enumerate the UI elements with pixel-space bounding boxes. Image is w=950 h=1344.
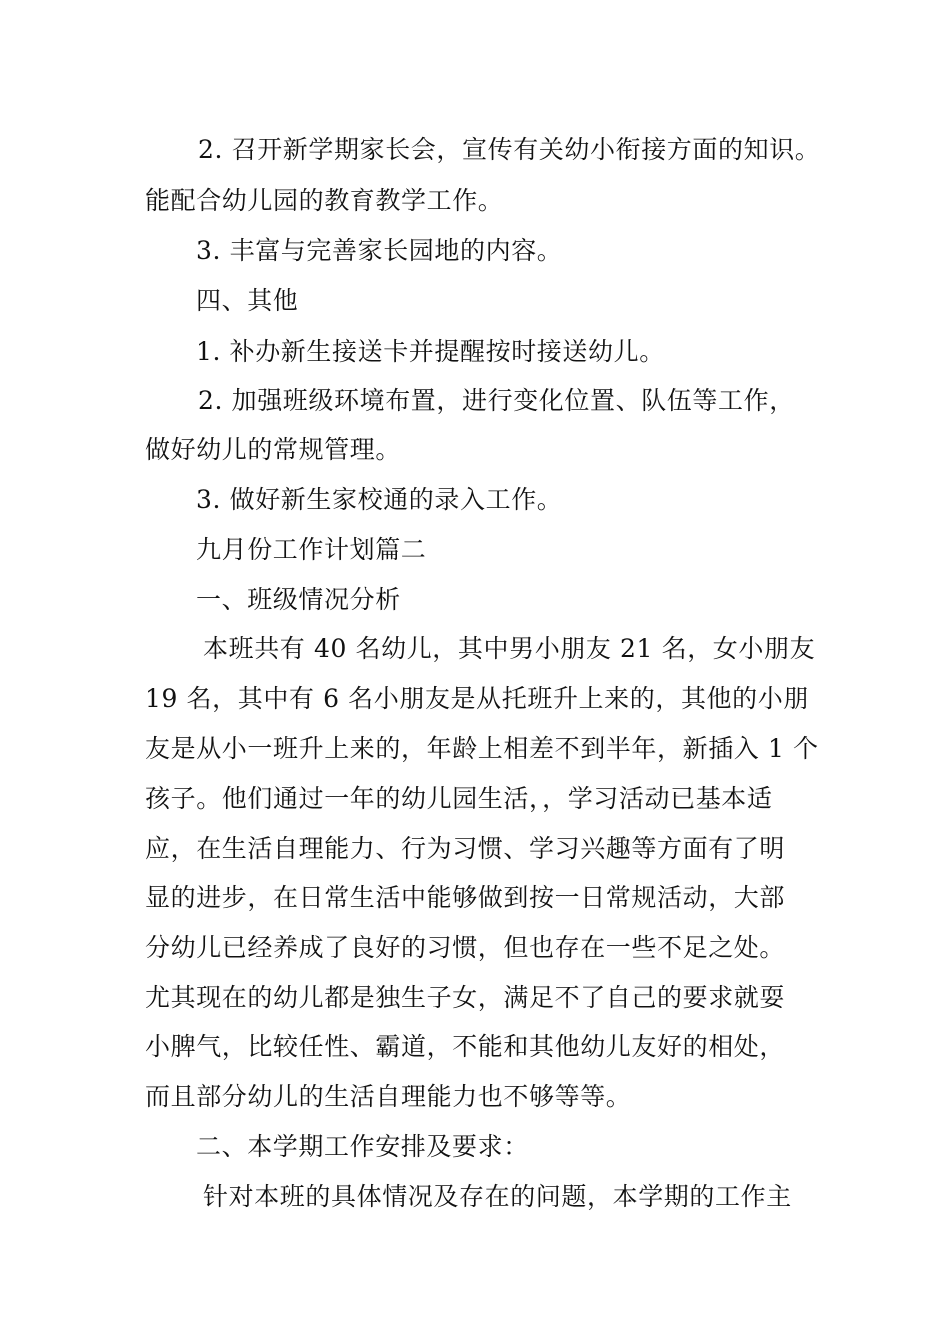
document-subtitle: 九月份工作计划篇二 [196,535,427,564]
section-heading: 四、其他 [196,286,299,315]
text-line: 友是从小一班升上来的，年龄上相差不到半年，新插入 1 个 [145,734,819,763]
text-line: 能配合幼儿园的教育教学工作。 [145,186,504,215]
text-line: 本班共有 40 名幼儿，其中男小朋友 21 名，女小朋友 [203,634,816,663]
text-line: 3. 做好新生家校通的录入工作。 [196,485,563,514]
text-line: 小脾气，比较任性、霸道，不能和其他幼儿友好的相处， [145,1032,786,1061]
text-line: 显的进步，在日常生活中能够做到按一日常规活动，大部 [145,883,786,912]
text-line: 19 名，其中有 6 名小朋友是从托班升上来的，其他的小朋 [145,684,809,713]
text-line: 做好幼儿的常规管理。 [145,435,402,464]
text-line: 应，在生活自理能力、行为习惯、学习兴趣等方面有了明 [145,834,786,863]
text-line: 而且部分幼儿的生活自理能力也不够等等。 [145,1082,632,1111]
text-line: 针对本班的具体情况及存在的问题，本学期的工作主 [203,1182,792,1211]
text-line: 1. 补办新生接送卡并提醒按时接送幼儿。 [196,337,665,366]
text-line: 孩子。他们通过一年的幼儿园生活，，学习活动已基本适 [145,784,773,813]
text-line: 尤其现在的幼儿都是独生子女，满足不了自己的要求就耍 [145,983,786,1012]
text-line: 分幼儿已经养成了良好的习惯，但也存在一些不足之处。 [145,933,786,962]
text-line: 2. 加强班级环境布置，进行变化位置、队伍等工作， [198,386,795,415]
text-line: 3. 丰富与完善家长园地的内容。 [196,236,563,265]
section-heading: 二、本学期工作安排及要求： [196,1132,529,1161]
section-heading: 一、班级情况分析 [196,585,401,614]
text-line: 2. 召开新学期家长会，宣传有关幼小衔接方面的知识。 [198,135,821,164]
